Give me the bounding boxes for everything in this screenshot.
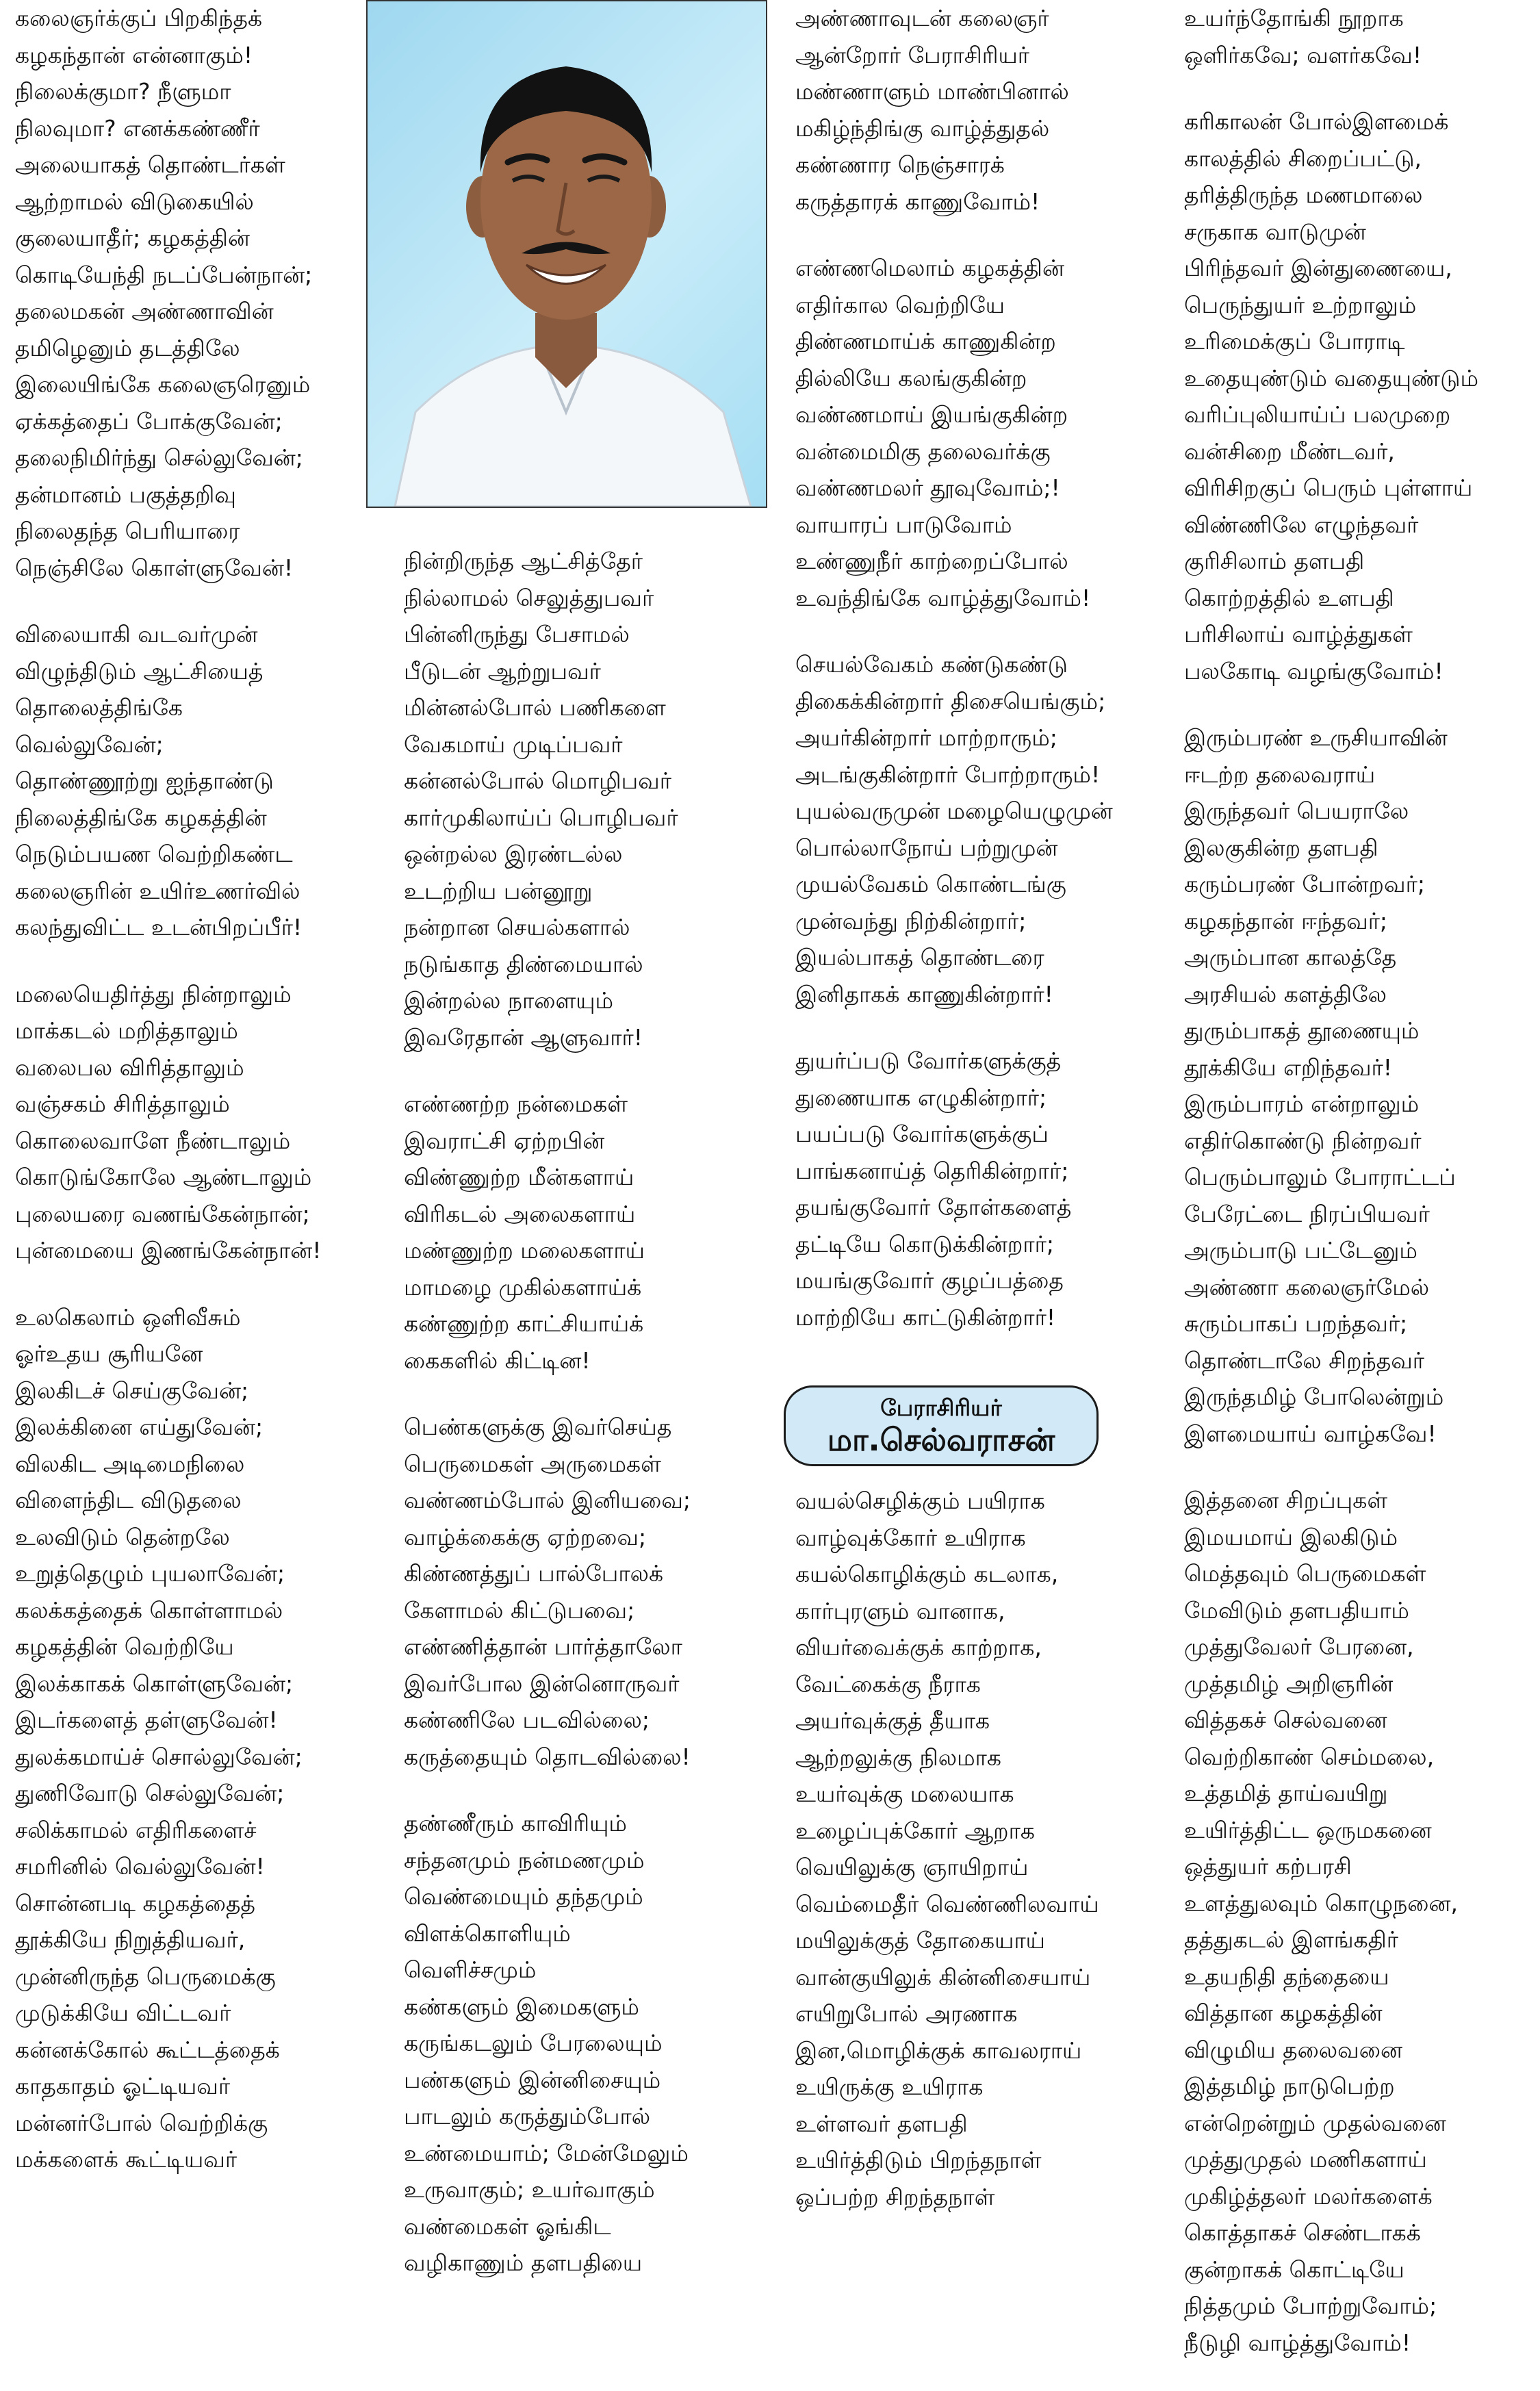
- poem-line: தயங்குவோர் தோள்களைத்: [795, 1194, 1072, 1220]
- poem-line: பீடுடன் ஆற்றுபவர்: [404, 657, 601, 685]
- poem-line: பண்களும் இன்னிசையும்: [404, 2066, 661, 2093]
- poem-line: தொலைத்திங்கே: [15, 694, 183, 721]
- person-portrait-icon: [368, 1, 766, 507]
- poem-line: இனிதாகக் காணுகின்றார்!: [795, 980, 1053, 1008]
- poem-line: வன்சிறை மீண்டவர்,: [1184, 437, 1395, 465]
- poem-line: உறுத்தெழும் புயலாவேன்;: [15, 1560, 285, 1587]
- poem-line: கொத்தாகச் செண்டாகக்: [1184, 2219, 1421, 2246]
- poem-line: வேகமாய் முடிப்பவர்: [404, 730, 623, 758]
- poem-line: மாற்றியே காட்டுகின்றார்!: [795, 1303, 1056, 1331]
- poem-line: எயிறுபோல் அரணாக: [795, 2000, 1018, 2027]
- poem-line: ஆற்றலுக்கு நிலமாக: [795, 1743, 1002, 1771]
- poem-line: துணையாக எழுகின்றார்;: [795, 1084, 1047, 1111]
- poem-line: முத்தமிழ் அறிஞரின்: [1184, 1670, 1394, 1697]
- poem-line: கொலைவாளே நீண்டாலும்: [15, 1127, 291, 1154]
- poem-line: விலகிட அடிமைநிலை: [15, 1450, 245, 1477]
- poem-line: மாக்கடல் மறித்தாலும்: [15, 1017, 238, 1044]
- poem-line: அரசியல் களத்திலே: [1184, 980, 1387, 1008]
- author-byline: [784, 1385, 1099, 1466]
- poem-line: புலையரை வணங்கேன்நான்;: [15, 1200, 310, 1227]
- poem-line: நிலைதந்த பெரியாரை: [15, 517, 240, 544]
- poem-line: பெண்களுக்கு இவர்செய்த: [404, 1414, 672, 1440]
- poem-line: பாடலும் கருத்தும்போல்: [404, 2103, 651, 2130]
- poem-stanza: [404, 1805, 773, 2281]
- poem-line: என்றென்றும் முதல்வனை: [1184, 2109, 1446, 2136]
- poem-line: கன்னக்கோல் கூட்டத்தைக்: [15, 2036, 280, 2063]
- poem-line: இன,மொழிக்குக் காவலராய்: [795, 2036, 1082, 2064]
- poem-line: ஆற்றாமல் விடுகையில்: [15, 188, 254, 215]
- poem-line: தலைநிமிர்ந்து செல்லுவேன்;: [15, 444, 303, 471]
- poem-line: ஒப்பற்ற சிறந்தநாள்: [795, 2183, 995, 2210]
- poem-line: உயர்வுக்கு மலையாக: [795, 1780, 1014, 1807]
- poem-line: அரும்பாடு பட்டேனும்: [1184, 1237, 1417, 1264]
- poem-line: உண்ணுநீர் காற்றைப்போல்: [795, 548, 1068, 574]
- poem-line: கலக்கத்தைக் கொள்ளாமல்: [15, 1596, 283, 1624]
- poem-line: திகைக்கின்றார் திசையெங்கும்;: [795, 687, 1106, 715]
- poem-line: ஆன்றோர் பேராசிரியர்: [795, 41, 1030, 68]
- poem-line: பெரும்பாலும் போராட்டப்: [1184, 1164, 1456, 1190]
- poem-line: முடுக்கியே விட்டவர்: [15, 1999, 231, 2026]
- poem-line: இயல்பாகத் தொண்டரை: [795, 944, 1044, 971]
- poem-stanza: [795, 1483, 1151, 2215]
- poem-line: நின்றிருந்த ஆட்சித்தேர்: [404, 548, 643, 574]
- poem-line: குலையாதீர்; கழகத்தின்: [15, 225, 250, 251]
- poem-line: இரும்பாரம் என்றாலும்: [1184, 1090, 1420, 1117]
- poem-line: விலையாகி வடவர்முன்: [15, 621, 258, 648]
- poem-line: பாங்கனாய்த் தெரிகின்றார்;: [795, 1157, 1069, 1184]
- poem-line: அலையாகத் தொண்டர்கள்: [15, 151, 285, 178]
- poem-line: இவரேதான் ஆளுவார்!: [404, 1023, 643, 1051]
- poem-line: காதகாதம் ஓட்டியவர்: [15, 2073, 231, 2099]
- poem-line: மயங்குவோர் குழப்பத்தை: [795, 1267, 1064, 1294]
- poem-line: கலைஞரின் உயிர்உணர்வில்: [15, 877, 300, 904]
- poem-line: காலத்தில் சிறைப்பட்டு,: [1184, 144, 1422, 172]
- poem-line: இவர்போல இன்னொருவர்: [404, 1670, 680, 1697]
- column-3: [795, 0, 1151, 1366]
- poem-line: விழுந்திடும் ஆட்சியைத்: [15, 657, 264, 685]
- poem-line: நன்றான செயல்களால்: [404, 914, 630, 941]
- poem-line: எதிர்கொண்டு நின்றவர்: [1184, 1127, 1422, 1154]
- column-2: [404, 543, 773, 2312]
- poem-line: வாழ்வுக்கோர் உயிராக: [795, 1524, 1026, 1551]
- poem-line: சுரும்பாகப் பறந்தவர்;: [1184, 1310, 1408, 1337]
- poem-line: உவந்திங்கே வாழ்த்துவோம்!: [795, 584, 1091, 611]
- poem-line: முயல்வேகம் கொண்டங்கு: [795, 871, 1066, 897]
- poem-line: வலைபல விரித்தாலும்: [15, 1053, 244, 1081]
- poem-line: தமிழெனும் தடத்திலே: [15, 334, 240, 361]
- poem-line: அயர்கின்றார் மாற்றாரும்;: [795, 724, 1057, 751]
- poem-line: தொண்டாலே சிறந்தவர்: [1184, 1346, 1425, 1374]
- poem-line: சொன்னபடி கழகத்தைத்: [15, 1889, 255, 1917]
- poem-line: வஞ்சகம் சிரித்தாலும்: [15, 1090, 230, 1117]
- poem-line: கண்களும் இமைகளும்: [404, 1993, 639, 2020]
- poem-line: தண்ணீரும் காவிரியும்: [404, 1810, 627, 1837]
- poem-line: பெருமைகள் அருமைகள்: [404, 1450, 661, 1477]
- poem-line: அண்ணாவுடன் கலைஞர்: [795, 5, 1049, 31]
- poem-line: தில்லியே கலங்குகின்ற: [795, 364, 1027, 392]
- poem-line: இளமையாய் வாழ்கவே!: [1184, 1420, 1437, 1447]
- poem-line: வெண்மையும் தந்தமும்: [404, 1883, 643, 1910]
- poem-line: தலைமகன் அண்ணாவின்: [15, 298, 274, 324]
- poem-stanza: [1184, 1482, 1540, 2361]
- poem-stanza: [795, 0, 1151, 220]
- poem-line: இலக்கினை எய்துவேன்;: [15, 1414, 264, 1440]
- poem-stanza: [795, 1043, 1151, 1335]
- poem-line: கிண்ணத்துப் பால்போலக்: [404, 1560, 664, 1587]
- poem-stanza: [15, 1299, 371, 2178]
- poem-line: வழிகாணும் தளபதியை: [404, 2249, 643, 2276]
- poem-line: உலகெலாம் ஒளிவீசும்: [15, 1303, 241, 1331]
- poem-line: கயல்கொழிக்கும் கடலாக,: [795, 1561, 1059, 1587]
- poem-line: கேளாமல் கிட்டுபவை;: [404, 1596, 635, 1624]
- poem-line: இலையிங்கே கலைஞரெனும்: [15, 371, 311, 398]
- poem-line: வண்ணமலர் தூவுவோம்;!: [795, 474, 1060, 501]
- poem-line: அண்ணா கலைஞர்மேல்: [1184, 1273, 1430, 1301]
- poem-line: பெருந்துயர் உற்றாலும்: [1184, 291, 1417, 318]
- poem-line: கருத்தாரக் காணுவோம்!: [795, 188, 1040, 215]
- poem-line: முன்வந்து நிற்கின்றார்;: [795, 907, 1027, 934]
- poem-line: வண்மைகள் ஓங்கிட: [404, 2212, 611, 2240]
- poem-line: இவராட்சி ஏற்றபின்: [404, 1127, 605, 1154]
- poem-line: இலகுகின்ற தளபதி: [1184, 834, 1378, 861]
- poem-line: எண்ணற்ற நன்மைகள்: [404, 1090, 628, 1117]
- poem-line: உடற்றிய பன்னூறு: [404, 877, 593, 904]
- poem-line: அரும்பான காலத்தே: [1184, 944, 1397, 971]
- poem-line: நெடும்பயண வெற்றிகண்ட: [15, 841, 293, 867]
- poem-line: விளைந்திட விடுதலை: [15, 1487, 242, 1513]
- poem-line: ஈடற்ற தலைவராய்: [1184, 760, 1376, 788]
- poem-line: சந்தனமும் நன்மணமும்: [404, 1846, 645, 1874]
- poem-line: தரித்திருந்த மணமாலை: [1184, 181, 1423, 208]
- poem-line: குன்றாகக் கொட்டியே: [1184, 2255, 1404, 2283]
- poem-stanza: [795, 646, 1151, 1012]
- poem-line: கலைஞர்க்குப் பிறகிந்தக்: [15, 5, 263, 31]
- poem-line: மேவிடும் தளபதியாம்: [1184, 1596, 1409, 1624]
- poem-line: கருத்தையும் தொடவில்லை!: [404, 1743, 691, 1770]
- poem-line: இலகிடச் செய்குவேன்;: [15, 1377, 249, 1404]
- column-4: [1184, 0, 1540, 2391]
- poem-line: விழுமிய தலைவனை: [1184, 2036, 1402, 2063]
- poem-stanza: [1184, 103, 1540, 689]
- poem-line: அடங்குகின்றார் போற்றாரும்!: [795, 760, 1101, 788]
- poem-line: இத்தமிழ் நாடுபெற்ற: [1184, 2073, 1395, 2099]
- column-1: [15, 0, 371, 2208]
- poem-line: வன்மைமிகு தலைவர்க்கு: [795, 437, 1051, 465]
- poem-line: இத்தனை சிறப்புகள்: [1184, 1487, 1388, 1513]
- poem-line: கழகந்தான் என்னாகும்!: [15, 41, 253, 68]
- poem-line: குரிசிலாம் தளபதி: [1184, 548, 1365, 574]
- poem-line: சலிக்காமல் எதிரிகளைச்: [15, 1816, 257, 1843]
- poem-line: ஓர்உதய சூரியனே: [15, 1340, 203, 1367]
- poem-line: பிரிந்தவர் இன்துணையை,: [1184, 255, 1452, 281]
- poem-line: சருகாக வாடுமுன்: [1184, 218, 1366, 245]
- poem-line: வாழ்க்கைக்கு ஏற்றவை;: [404, 1523, 647, 1550]
- poem-line: கண்ணிலே படவில்லை;: [404, 1706, 650, 1733]
- poem-line: கலந்துவிட்ட உடன்பிறப்பீர்!: [15, 914, 303, 941]
- poem-line: இமயமாய் இலகிடும்: [1184, 1523, 1398, 1550]
- poem-line: உதையுண்டும் வதையுண்டும்: [1184, 364, 1479, 392]
- poem-line: நித்தமும் போற்றுவோம்;: [1184, 2292, 1437, 2319]
- poem-line: உருவாகும்; உயர்வாகும்: [404, 2176, 655, 2203]
- poem-stanza: [15, 0, 371, 586]
- poem-line: வெல்லுவேன்;: [15, 730, 164, 758]
- poem-line: கண்ணுற்ற காட்சியாய்க்: [404, 1310, 644, 1337]
- poem-line: கார்புரளும் வானாக,: [795, 1597, 1005, 1624]
- poem-line: கண்ணார நெஞ்சாரக்: [795, 151, 1005, 178]
- poem-line: நில்லாமல் செலுத்துபவர்: [404, 584, 654, 611]
- poem-line: மன்னர்போல் வெற்றிக்கு: [15, 2109, 268, 2136]
- poem-line: கைகளில் கிட்டின!: [404, 1346, 591, 1374]
- poem-line: செயல்வேகம் கண்டுகண்டு: [795, 651, 1068, 678]
- poem-line: மக்களைக் கூட்டியவர்: [15, 2146, 238, 2173]
- poem-line: இரும்பரண் உருசியாவின்: [1184, 724, 1448, 751]
- poem-line: பரிசிலாய் வாழ்த்துகள்: [1184, 621, 1413, 648]
- poem-line: எதிர்கால வெற்றியே: [795, 291, 1005, 318]
- poem-line: வரிப்புலியாய்ப் பலமுறை: [1184, 401, 1451, 428]
- poem-line: துரும்பாகத் தூணையும்: [1184, 1017, 1420, 1044]
- poem-line: மாமழை முகில்களாய்க்: [404, 1273, 642, 1301]
- poem-stanza: [404, 1409, 773, 1775]
- poem-line: மயிலுக்குத் தோகையாய்: [795, 1927, 1045, 1954]
- poem-line: கருங்கடலும் பேரலையும்: [404, 2030, 663, 2056]
- column-3-lower: [795, 1483, 1151, 2245]
- poem-line: நெஞ்சிலே கொள்ளுவேன்!: [15, 554, 294, 581]
- poem-line: இருந்தவர் பெயராலே: [1184, 797, 1409, 824]
- poem-line: உலவிடும் தென்றலே: [15, 1523, 230, 1550]
- poem-line: திண்ணமாய்க் காணுகின்ற: [795, 328, 1056, 355]
- poem-line: இன்றல்ல நாளையும்: [404, 987, 614, 1014]
- poem-line: உரிமைக்குப் போராடி: [1184, 328, 1405, 355]
- poem-stanza: [404, 1086, 773, 1379]
- poem-line: துலக்கமாய்ச் சொல்லுவேன்;: [15, 1743, 303, 1770]
- poem-line: உத்தமித் தாய்வயிறு: [1184, 1780, 1388, 1806]
- poem-line: விளக்கொளியும்: [404, 1919, 571, 1947]
- poem-line: இருந்தமிழ் போலென்றும்: [1184, 1383, 1444, 1410]
- poem-line: வெளிச்சமும்: [404, 1956, 537, 1983]
- portrait-photo: [366, 0, 767, 508]
- poem-line: கழகந்தான் ஈந்தவர்;: [1184, 907, 1388, 934]
- poem-line: எண்ணமெலாம் கழகத்தின்: [795, 255, 1064, 281]
- poem-line: இலக்காகக் கொள்ளுவேன்;: [15, 1670, 294, 1697]
- poem-line: தொண்ணூற்று ஐந்தாண்டு: [15, 767, 274, 794]
- poem-line: கொடுங்கோலே ஆண்டாலும்: [15, 1164, 312, 1190]
- poem-line: உதயநிதி தந்தையை: [1184, 1962, 1389, 1990]
- poem-line: தத்துகடல் இளங்கதிர்: [1184, 1926, 1399, 1953]
- poem-line: உழைப்புக்கோர் ஆறாக: [795, 1817, 1035, 1844]
- poem-line: வியர்வைக்குக் காற்றாக,: [795, 1634, 1042, 1661]
- poem-stanza: [1184, 719, 1540, 1452]
- poem-line: மின்னல்போல் பணிகளை: [404, 694, 666, 721]
- poem-line: பொல்லாநோய் பற்றுமுன்: [795, 834, 1058, 861]
- poem-line: விரிகடல் அலைகளாய்: [404, 1200, 636, 1227]
- poem-line: விண்ணிலே எழுந்தவர்: [1184, 511, 1419, 538]
- poem-line: பின்னிருந்து பேசாமல்: [404, 621, 630, 648]
- poem-line: முன்னிருந்த பெருமைக்கு: [15, 1962, 276, 1990]
- poem-line: ஒத்துயர் கற்பரசி: [1184, 1853, 1352, 1880]
- poem-line: ஏக்கத்தைப் போக்குவேன்;: [15, 407, 283, 435]
- poem-line: கரிகாலன் போல்இளமைக்: [1184, 108, 1449, 135]
- poem-line: பேரேட்டை நிரப்பியவர்: [1184, 1200, 1430, 1227]
- poem-stanza: [1184, 0, 1540, 73]
- poem-line: உளத்துலவும் கொழுநனை,: [1184, 1889, 1459, 1917]
- poem-line: இடர்களைத் தள்ளுவேன்!: [15, 1706, 278, 1733]
- poem-line: புயல்வருமுன் மழையெழுமுன்: [795, 797, 1113, 824]
- poem-line: புன்மையை இணங்கேன்நான்!: [15, 1237, 322, 1264]
- poem-line: வெம்மைதீர் வெண்ணிலவாய்: [795, 1890, 1099, 1917]
- poem-line: வெற்றிகாண் செம்மலை,: [1184, 1743, 1435, 1770]
- poem-stanza: [404, 543, 773, 1056]
- author-name: மா.செல்வராசன்: [827, 1422, 1055, 1458]
- poem-line: கார்முகிலாய்ப் பொழிபவர்: [404, 804, 678, 831]
- poem-line: நிலவுமா? எனக்கண்ணீர்: [15, 114, 260, 142]
- poem-line: தன்மானம் பகுத்தறிவு: [15, 481, 236, 508]
- poem-line: கன்னல்போல் மொழிபவர்: [404, 767, 671, 794]
- poem-line: உயிர்த்திட்ட ஒருமகனை: [1184, 1816, 1432, 1843]
- poem-line: தட்டியே கொடுக்கின்றார்;: [795, 1230, 1054, 1257]
- poem-line: கொற்றத்தில் உளபதி: [1184, 584, 1394, 611]
- poem-line: முத்துமுதல் மணிகளாய்: [1184, 2146, 1427, 2173]
- poem-line: உயிர்த்திடும் பிறந்தநாள்: [795, 2147, 1042, 2173]
- poem-line: வித்தகச் செல்வனை: [1184, 1706, 1387, 1733]
- poem-line: அயர்வுக்குத் தீயாக: [795, 1707, 990, 1734]
- poem-line: பயப்படு வோர்களுக்குப்: [795, 1121, 1049, 1147]
- poem-line: வெயிலுக்கு ஞாயிறாய்: [795, 1854, 1029, 1880]
- poem-line: வண்ணமாய் இயங்குகின்ற: [795, 401, 1068, 428]
- poem-line: வாயாரப் பாடுவோம்: [795, 511, 1012, 538]
- poem-line: நிலைத்திங்கே கழகத்தின்: [15, 804, 267, 831]
- poem-line: வயல்செழிக்கும் பயிராக: [795, 1487, 1045, 1514]
- poem-line: விண்ணுற்ற மீன்களாய்: [404, 1164, 634, 1190]
- poem-line: ஒன்றல்ல இரண்டல்ல: [404, 841, 623, 867]
- poem-line: மண்ணுற்ற மலைகளாய்: [404, 1237, 645, 1264]
- poem-line: உள்ளவர் தளபதி: [795, 2110, 968, 2137]
- poem-line: பலகோடி வழங்குவோம்!: [1184, 657, 1443, 685]
- poem-line: எண்ணித்தான் பார்த்தாலோ: [404, 1633, 682, 1660]
- poem-stanza: [15, 976, 371, 1269]
- poem-line: நிலைக்குமா? நீளுமா: [15, 78, 231, 105]
- poem-line: வேட்கைக்கு நீராக: [795, 1670, 981, 1698]
- poem-line: ஒளிர்கவே; வளர்கவே!: [1184, 41, 1422, 68]
- poem-line: உயிருக்கு உயிராக: [795, 2073, 984, 2100]
- poem-line: முத்துவேலர் பேரனை,: [1184, 1633, 1414, 1660]
- poem-line: மகிழ்ந்திங்கு வாழ்த்துதல்: [795, 114, 1050, 142]
- poem-line: கொடியேந்தி நடப்பேன்நான்;: [15, 261, 313, 288]
- poem-line: மலையெதிர்த்து நின்றாலும்: [15, 980, 292, 1008]
- poem-line: கரும்பரண் போன்றவர்;: [1184, 871, 1425, 897]
- poem-line: நீடுழி வாழ்த்துவோம்!: [1184, 2329, 1411, 2356]
- poem-line: முகிழ்த்தலர் மலர்களைக்: [1184, 2182, 1433, 2210]
- poem-line: தூக்கியே எறிந்தவர்!: [1184, 1053, 1392, 1081]
- poem-line: மெத்தவும் பெருமைகள்: [1184, 1560, 1426, 1587]
- poem-line: துயர்ப்படு வோர்களுக்குத்: [795, 1047, 1062, 1074]
- poem-line: விரிசிறகுப் பெரும் புள்ளாய்: [1184, 474, 1473, 501]
- poem-line: தூக்கியே நிறுத்தியவர்,: [15, 1926, 246, 1953]
- poem-line: வான்குயிலுக் கின்னிசையாய்: [795, 1963, 1091, 1991]
- poem-stanza: [15, 616, 371, 946]
- poem-line: வித்தான கழகத்தின்: [1184, 1999, 1383, 2026]
- author-title: பேராசிரியர்: [880, 1394, 1002, 1421]
- poem-line: துணிவோடு செல்லுவேன்;: [15, 1780, 285, 1806]
- poem-line: உயர்ந்தோங்கி நூறாக: [1184, 5, 1404, 31]
- poem-line: மண்ணாளும் மாண்பினால்: [795, 78, 1069, 105]
- poem-line: வண்ணம்போல் இனியவை;: [404, 1487, 691, 1513]
- poem-line: நடுங்காத திண்மையால்: [404, 950, 643, 977]
- poem-line: உண்மையாம்; மேன்மேலும்: [404, 2139, 689, 2166]
- poem-line: சமரினில் வெல்லுவேன்!: [15, 1853, 265, 1880]
- poem-stanza: [795, 250, 1151, 616]
- poem-line: கழகத்தின் வெற்றியே: [15, 1633, 234, 1660]
